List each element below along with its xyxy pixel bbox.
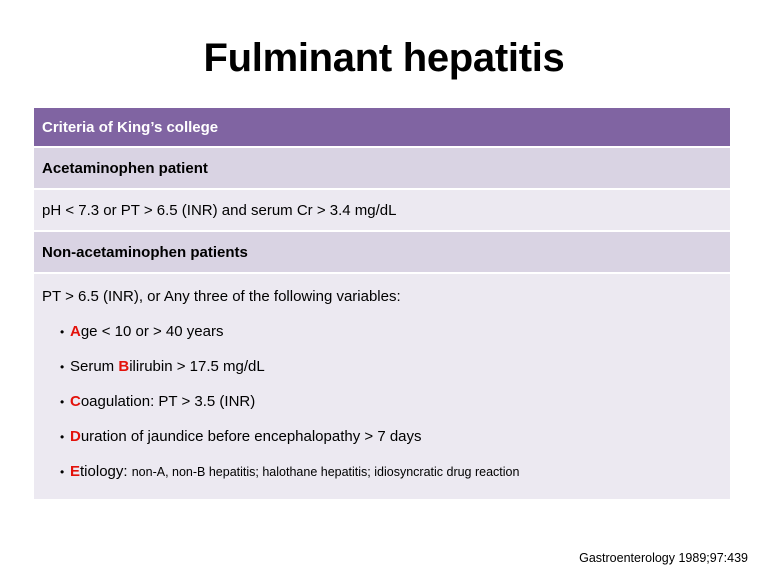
section-non-acetaminophen-header <box>34 232 730 274</box>
table-header-label: Criteria of King’s college <box>42 118 219 136</box>
list-item-age <box>60 314 722 349</box>
acetaminophen-criteria-text: pH < 7.3 or PT > 6.5 (INR) and serum Cr > 3.4 mg/dL <box>42 201 397 219</box>
item-text: uration of jaundice before encephalopathy > 7 days <box>80 428 422 445</box>
list-item-etiology <box>60 454 722 489</box>
section-non-acetaminophen-criteria <box>34 274 730 499</box>
item-letter: C <box>70 393 81 410</box>
list-item-coagulation <box>60 384 722 419</box>
item-text: tiology: <box>80 463 132 480</box>
section-acetaminophen-header <box>34 148 730 190</box>
item-letter: A <box>70 323 81 340</box>
bullet-icon: • <box>60 395 65 409</box>
item-text: ilirubin > 17.5 mg/dL <box>129 358 265 375</box>
item-letter: E <box>70 463 81 480</box>
bullet-icon: • <box>60 325 65 339</box>
criteria-table <box>34 108 730 499</box>
non-acetaminophen-intro: PT > 6.5 (INR), or Any three of the following variables: <box>42 288 401 305</box>
etiology-details: non-A, non-B hepatitis; halothane hepatitis; idiosyncratic drug reaction <box>131 465 520 479</box>
item-letter: D <box>70 428 81 445</box>
list-item-duration <box>60 419 722 454</box>
bullet-icon: • <box>60 430 65 444</box>
bullet-icon: • <box>60 360 65 374</box>
list-item-bilirubin <box>60 349 722 384</box>
bullet-icon: • <box>60 465 65 479</box>
item-text: ge < 10 or > 40 years <box>80 323 224 340</box>
section-acetaminophen-criteria <box>34 190 730 232</box>
slide-title: Fulminant hepatitis <box>203 36 565 80</box>
section-acetaminophen-label: Acetaminophen patient <box>42 159 208 177</box>
item-text: oagulation: PT > 3.5 (INR) <box>80 393 256 410</box>
section-non-acetaminophen-label: Non-acetaminophen patients <box>42 243 248 261</box>
item-letter: B <box>118 358 130 375</box>
citation: Gastroenterology 1989;97:439 <box>579 551 748 565</box>
table-header <box>34 108 730 148</box>
criteria-list <box>42 314 722 489</box>
item-prefix: Serum <box>70 358 119 375</box>
